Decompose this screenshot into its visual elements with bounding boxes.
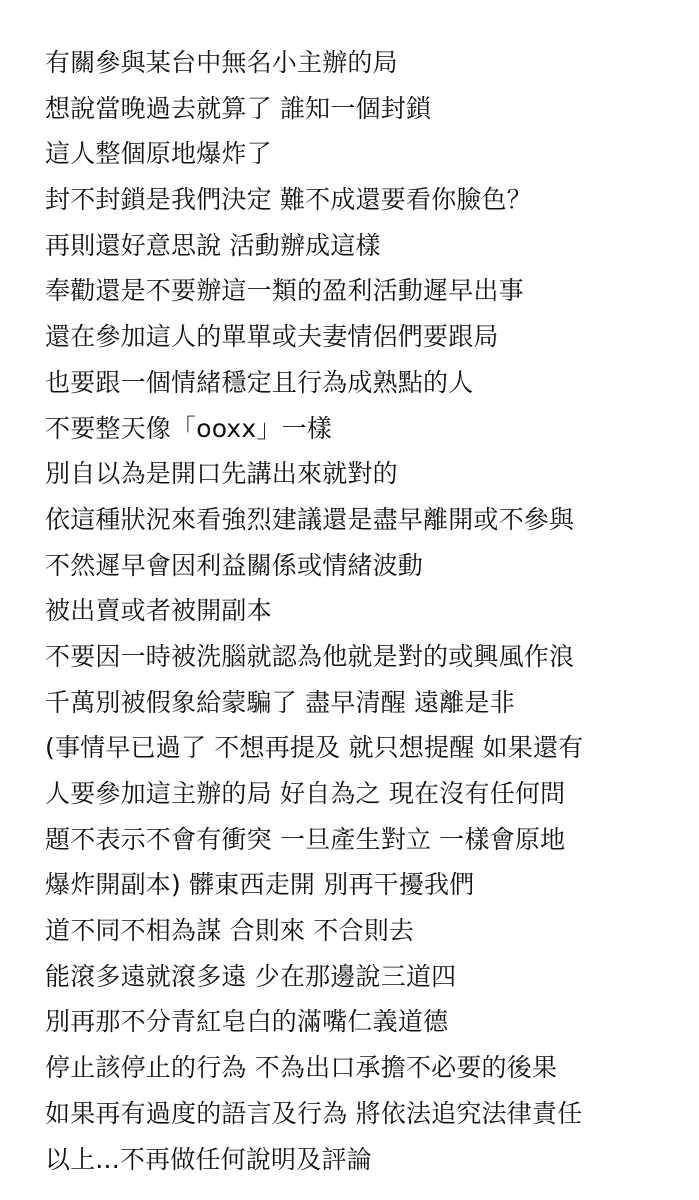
text-line: 想說當晚過去就算了 誰知一個封鎖 bbox=[45, 93, 432, 123]
text-line: 人要參加這主辦的局 好自為之 現在沒有任何問 bbox=[45, 779, 566, 808]
text-line: 再則還好意思說 活動辦成這樣 bbox=[45, 230, 381, 260]
text-line: 如果再有過度的語言及行為 將依法追究法律責任 bbox=[45, 1098, 583, 1128]
text-line: 能滾多遠就滾多遠 少在那邊說三道四 bbox=[45, 961, 457, 991]
text-line: 不然遲早會因利益關係或情緒波動 bbox=[45, 550, 424, 580]
text-line: 有關參與某台中無名小主辦的局 bbox=[45, 48, 398, 77]
text-line: 被出賣或者被開副本 bbox=[45, 596, 272, 626]
text-line: 這人整個原地爆炸了 bbox=[45, 139, 272, 169]
text-line: 奉勸還是不要辦這一類的盈利活動遲早出事 bbox=[45, 276, 524, 306]
note-text-block bbox=[45, 40, 675, 1182]
text-line: 千萬別被假象給蒙騙了 盡早清醒 遠離是非 bbox=[45, 687, 515, 717]
text-line: 不要整天像「ooxx」一樣 bbox=[45, 413, 333, 443]
text-line: 依這種狀況來看強烈建議還是盡早離開或不參與 bbox=[45, 504, 575, 534]
text-line: 題不表示不會有衝突 一旦產生對立 一樣會原地 bbox=[45, 824, 566, 854]
text-line: 停止該停止的行為 不為出口承擔不必要的後果 bbox=[45, 1053, 558, 1083]
text-line: 也要跟一個情緒穩定且行為成熟點的人 bbox=[45, 367, 474, 397]
text-line: 不要因一時被洗腦就認為他就是對的或興風作浪 bbox=[45, 641, 575, 671]
text-line: 道不同不相為謀 合則來 不合則去 bbox=[45, 916, 415, 946]
text-line: 以上...不再做任何說明及評論 bbox=[45, 1144, 372, 1174]
text-line: 封不封鎖是我們決定 難不成還要看你臉色？ bbox=[45, 185, 532, 215]
text-line: 還在參加這人的單單或夫妻情侶們要跟局 bbox=[45, 322, 499, 352]
text-line: 爆炸開副本) 髒東西走開 別再干擾我們 bbox=[45, 870, 475, 900]
text-line: (事情早已過了 不想再提及 就只想提醒 如果還有 bbox=[45, 733, 584, 763]
text-line: 別再那不分青紅皂白的滿嘴仁義道德 bbox=[45, 1007, 449, 1037]
text-line: 別自以為是開口先講出來就對的 bbox=[45, 459, 398, 489]
